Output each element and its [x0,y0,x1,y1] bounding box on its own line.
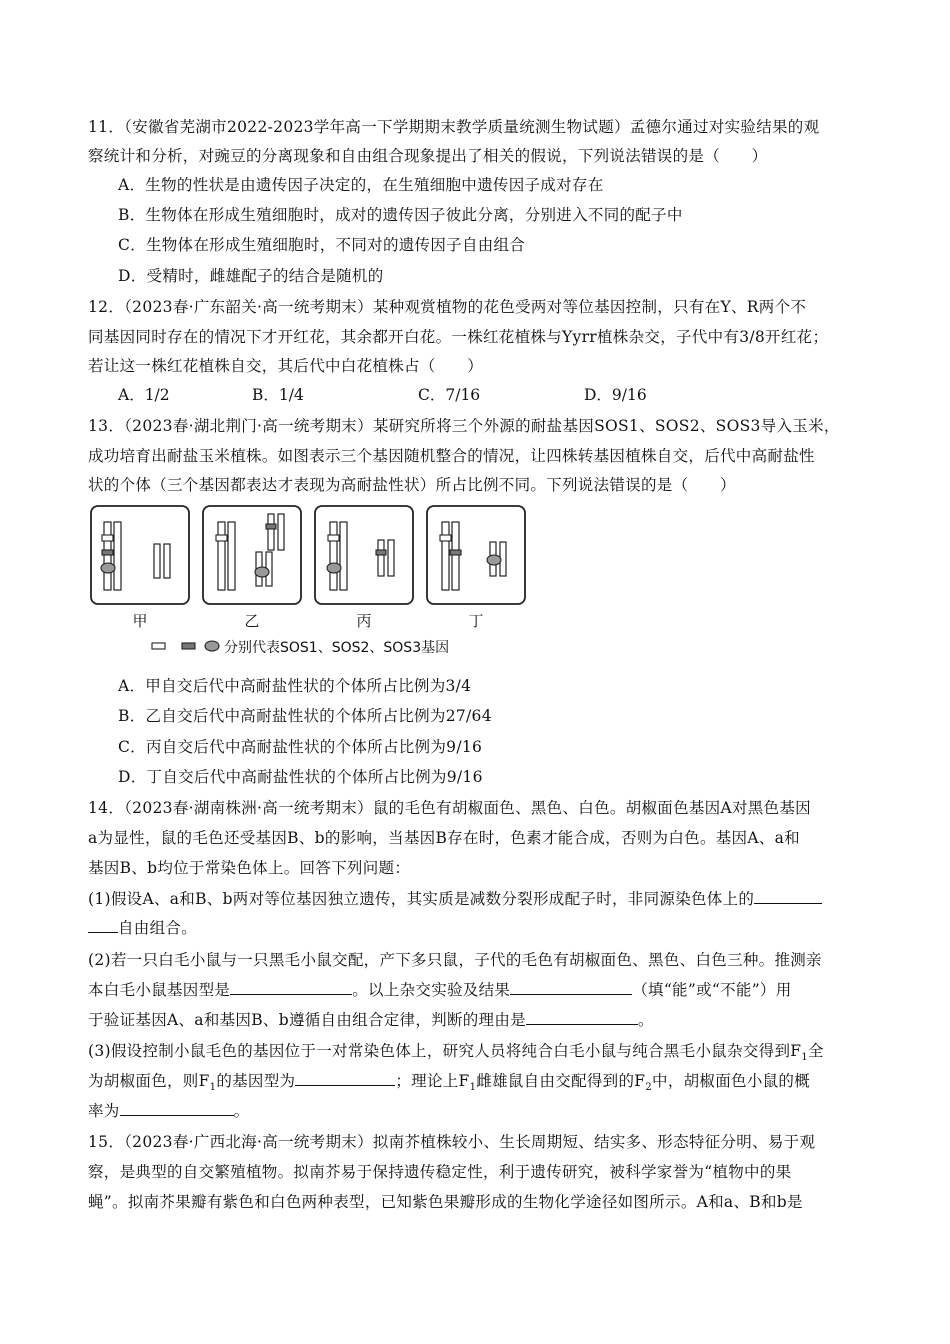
q14-part-2-text-d: 于验证基因A、a和基因B、b遵循自由组合定律，判断的理由是 [88,1011,526,1029]
answer-blank-2[interactable] [230,980,352,995]
q14-part-2-text-e: 。 [637,1011,654,1029]
q14-part-2-line-3 [88,1010,654,1030]
q14-part-3-line-3 [88,1101,249,1121]
q12-option-b: B．1/4 [252,386,304,404]
q13-stem-line-2: 成功培育出耐盐玉米植株。如图表示三个基因随机整合的情况，让四株转基因植株自交，后代中高耐盐性 [88,447,815,465]
subscript-1: 1 [209,1082,217,1094]
q14-part-1-tail: 自由组合。 [118,919,198,937]
q15-stem-line-2: 察，是典型的自交繁殖植物。拟南芥易于保持遗传稳定性，利于遗传研究，被科学家誉为“植物中的果 [88,1163,792,1181]
answer-blank-4[interactable] [526,1010,638,1025]
answer-blank-6[interactable] [120,1101,234,1116]
q14-part-1-text: (1)假设A、a和B、b两对等位基因独立遗传，其实质是减数分裂形成配子时，非同源染色体上的 [88,890,755,908]
answer-blank-3[interactable] [510,980,632,995]
q14-part-3-text-h: 率为 [88,1102,120,1120]
q11-option-a: A．生物的性状是由遗传因子决定的，在生殖细胞中遗传因子成对存在 [118,176,604,194]
subscript-2: 2 [645,1082,653,1094]
q14-part-3-text-d: 的基因型为 [216,1072,296,1090]
q13-stem-line-1: 13．（2023春·湖北荆门·高一统考期末）某研究所将三个外源的耐盐基因SOS1、SOS2、SOS3导入玉米， [88,417,840,435]
q14-part-3-line-2 [88,1071,810,1098]
q14-part-3-line-1 [88,1041,824,1068]
q14-part-3-text-a: (3)假设控制小鼠毛色的基因位于一对常染色体上，研究人员将纯合白毛小鼠与纯合黑毛小鼠杂交得到F [88,1042,802,1060]
q14-part-3-text-g: 中，胡椒面色小鼠的概 [652,1072,811,1090]
label-bing: 丙 [356,612,372,630]
q14-part-3-text-b: 全 [808,1042,824,1060]
q11-option-c: C．生物体在形成生殖细胞时，不同对的遗传因子自由组合 [118,236,526,254]
q14-part-3-text-i: 。 [233,1102,250,1120]
q14-stem-line-2: a为显性，鼠的毛色还受基因B、b的影响，当基因B存在时，色素才能合成，否则为白色。基因A、a和 [88,829,800,847]
answer-blank-5[interactable] [295,1071,395,1086]
q13-option-a: A．甲自交后代中高耐盐性状的个体所占比例为3/4 [118,677,472,695]
subscript-1: 1 [801,1052,808,1064]
q14-part-2-line-1: (2)若一只白毛小鼠与一只黑毛小鼠交配，产下多只鼠，子代的毛色有胡椒面色、黑色、白色三种。推测亲 [88,951,822,969]
label-yi: 乙 [244,612,260,630]
q11-stem-line-2: 察统计和分析，对豌豆的分离现象和自由组合现象提出了相关的假说，下列说法错误的是（ ） [88,147,768,165]
q15-stem-line-3: 蝇”。拟南芥果瓣有紫色和白色两种表型，已知紫色果瓣形成的生物化学途径如图所示。A和a、B和b是 [88,1193,803,1211]
q14-part-3-text-f: 雌雄鼠自由交配得到的F [476,1072,646,1090]
q14-part-2-line-2 [88,980,792,1000]
q15-stem-line-1: 15．（2023春·广西北海·高一统考期末）拟南芥植株较小、生长周期短、结实多、形态特征分明、易于观 [88,1133,816,1151]
cell-yi [203,506,301,604]
q12-stem-line-3: 若让这一株红花植株自交，其后代中白花植株占（ ） [88,357,484,375]
subscript-1: 1 [469,1082,477,1094]
q12-option-a: A．1/2 [118,386,170,404]
q14-part-2-text-a: 本白毛小鼠基因型是 [88,981,231,999]
answer-blank-1-cont[interactable] [88,918,118,933]
q14-part-3-text-c: 为胡椒面色，则F [88,1072,210,1090]
label-jia: 甲 [132,612,148,630]
q13-stem-line-3: 状的个体（三个基因都表达才表现为高耐盐性状）所占比例不同。下列说法错误的是（ ） [88,476,736,494]
cell-bing [315,506,413,604]
q13-option-b: B．乙自交后代中高耐盐性状的个体所占比例为27/64 [118,707,492,725]
q14-part-2-text-b: 。以上杂交实验及结果 [352,981,511,999]
q14-part-3-text-e: ；理论上F [395,1072,470,1090]
q14-part-1-line-1 [88,889,822,909]
q11-option-d: D．受精时，雌雄配子的结合是随机的 [118,267,384,285]
q12-option-d: D．9/16 [584,386,647,404]
q11-stem-line-1: 11．（安徽省芜湖市2022-2023学年高一下学期期末教学质量统测生物试题）孟德尔通过对实验结果的观 [88,118,820,136]
answer-blank-1[interactable] [754,889,822,904]
q14-stem-line-1: 14．（2023春·湖南株洲·高一统考期末）鼠的毛色有胡椒面色、黑色、白色。胡椒面色基因A对黑色基因 [88,799,811,817]
q14-part-2-text-c: （填“能”或“不能”）用 [632,981,792,999]
q12-stem-line-1: 12．（2023春·广东韶关·高一统考期末）某种观赏植物的花色受两对等位基因控制，只有在Y、R两个不 [88,298,807,316]
figure-legend [152,639,449,656]
cell-ding [427,506,525,604]
q14-part-1-line-2 [88,918,197,938]
q11-option-b: B．生物体在形成生殖细胞时，成对的遗传因子彼此分离，分别进入不同的配子中 [118,206,683,224]
q12-stem-line-2: 同基因同时存在的情况下才开红花，其余都开白花。一株红花植株与Yyrr植株杂交，子代中有3/8开红花； [88,328,829,346]
q13-option-c: C．丙自交后代中高耐盐性状的个体所占比例为9/16 [118,738,483,756]
label-ding: 丁 [468,612,484,630]
cell-jia [91,506,189,604]
q13-option-d: D．丁自交后代中高耐盐性状的个体所占比例为9/16 [118,768,483,786]
legend-text: 分别代表SOS1、SOS2、SOS3基因 [224,640,450,656]
chromosome-figure [88,502,538,662]
q14-stem-line-3: 基因B、b均位于常染色体上。回答下列问题： [88,859,411,877]
q12-option-c: C．7/16 [418,386,481,404]
